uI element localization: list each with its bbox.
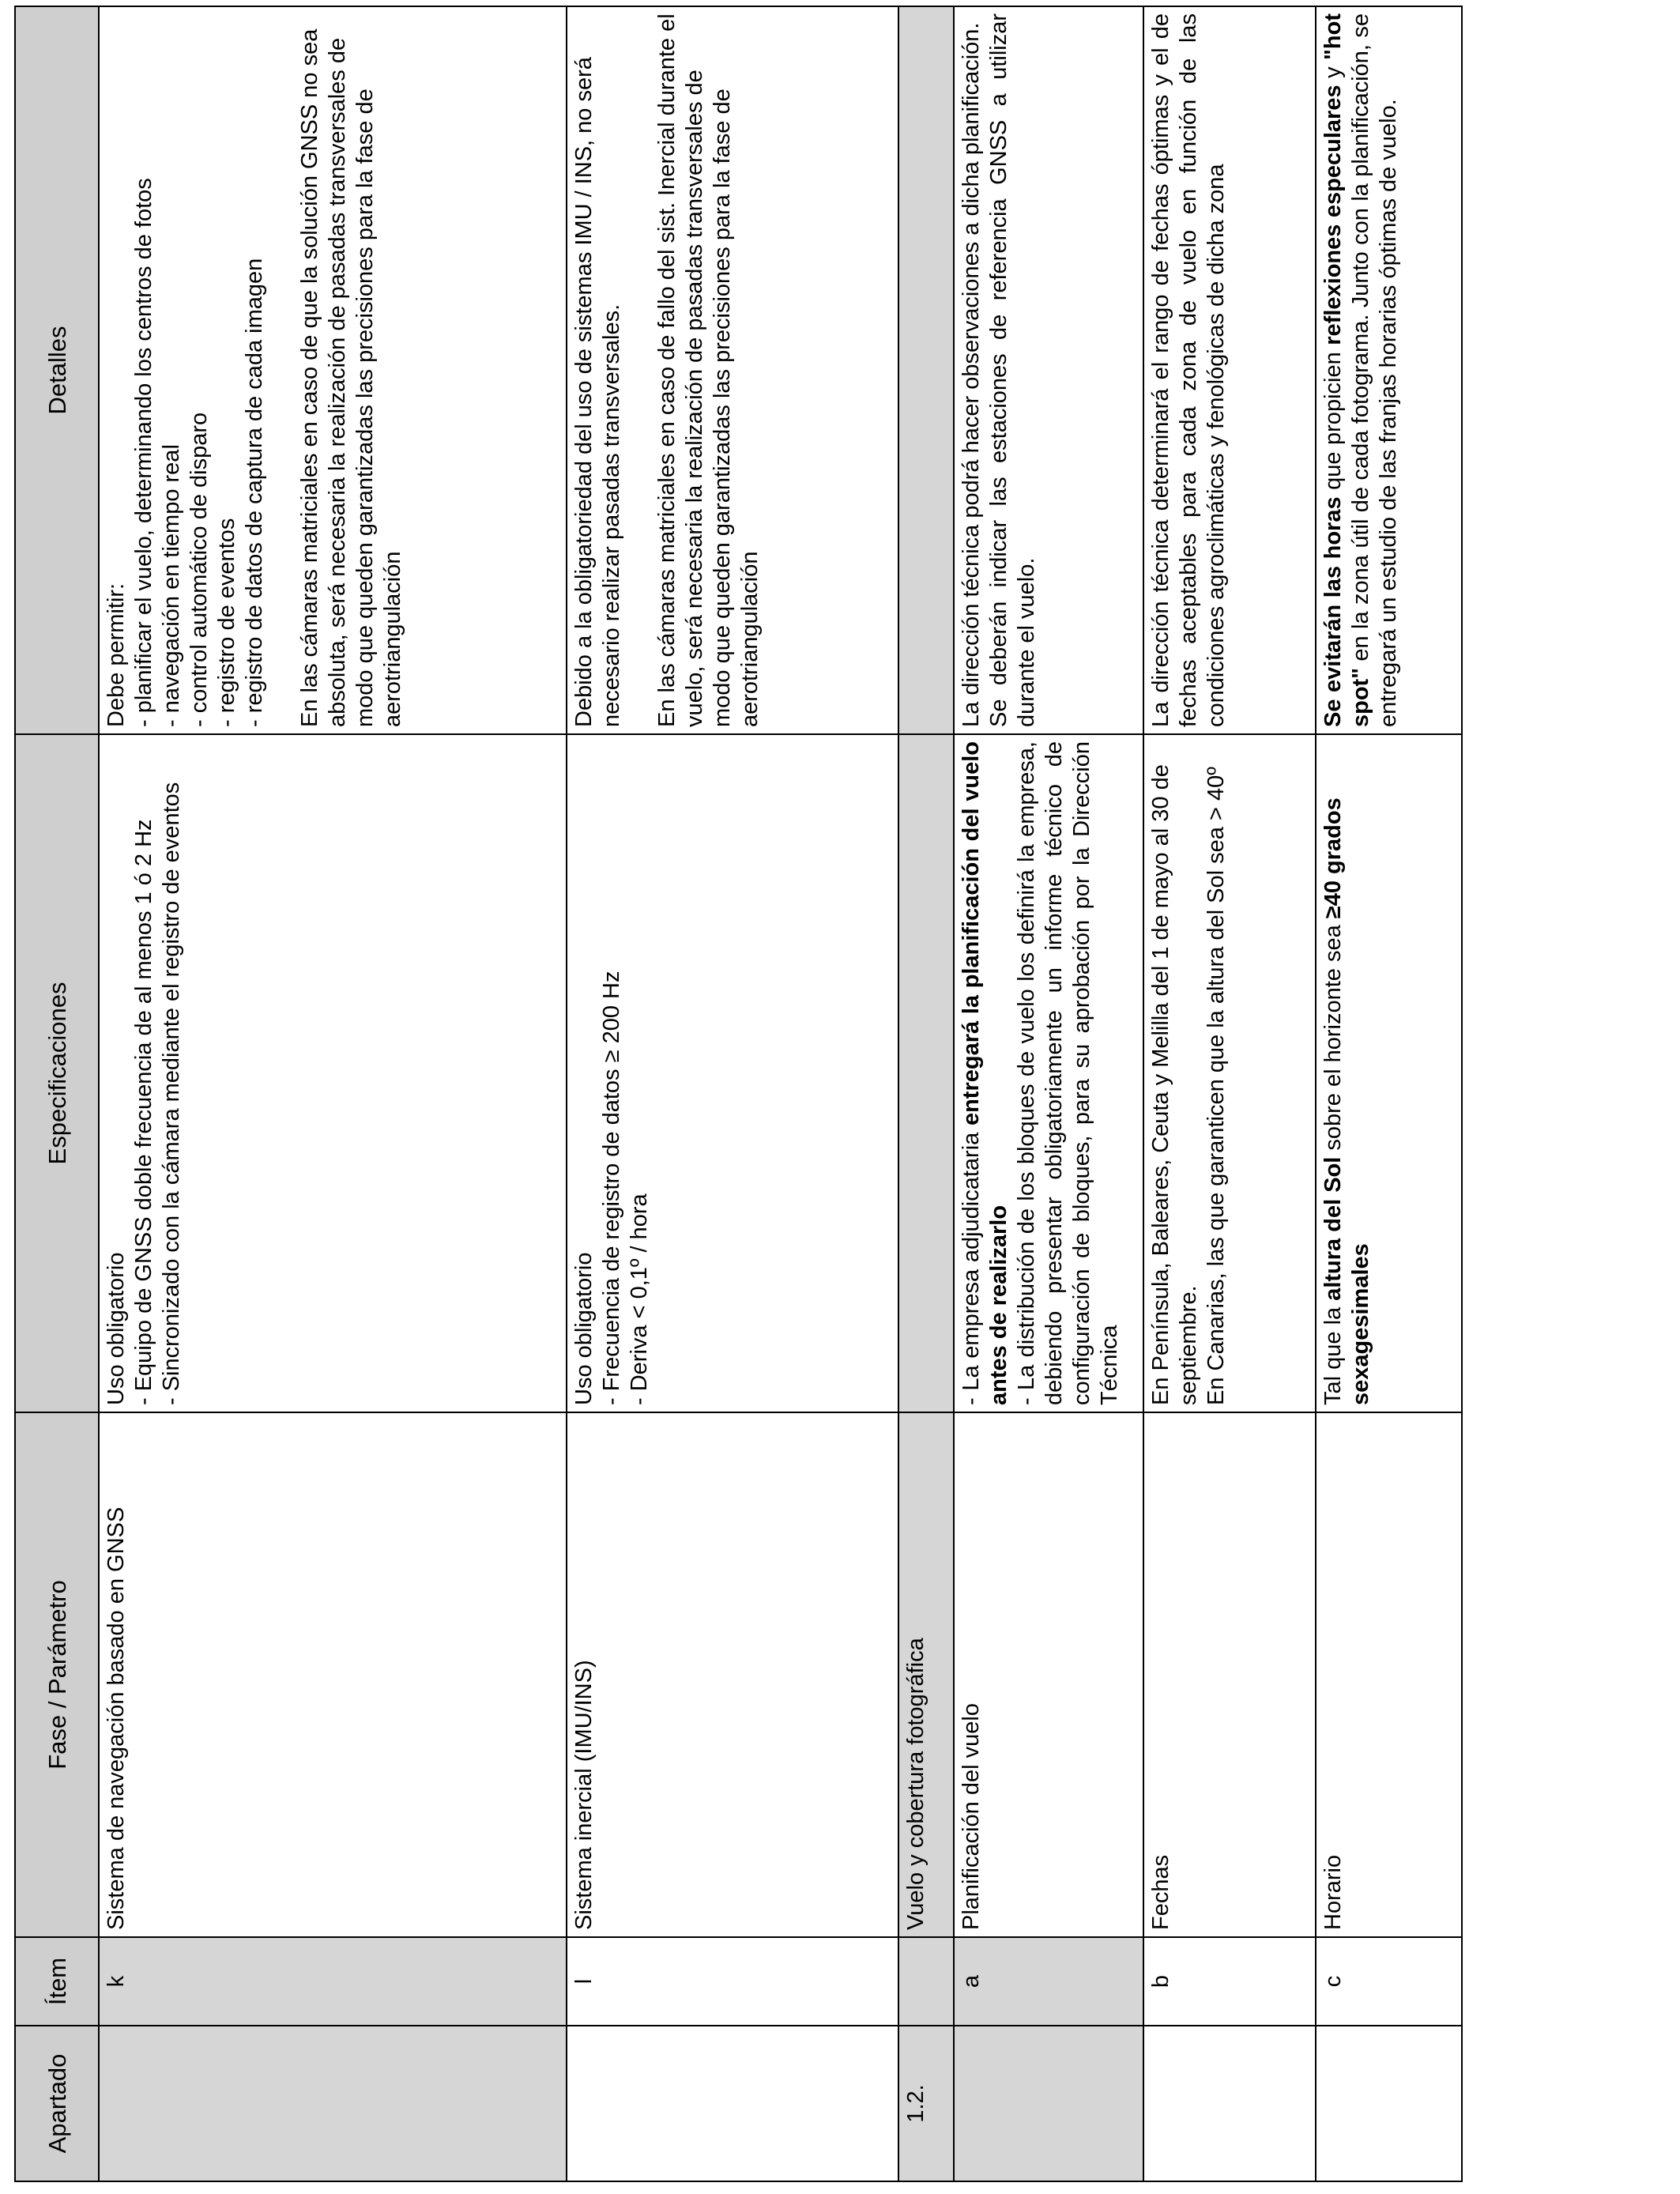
table-row-c	[1316, 6, 1462, 2181]
cell-apartado	[954, 2026, 1143, 2181]
spec-bold-text: entregará la planificación del vuelo antes de realizarlo	[959, 741, 1011, 1405]
spacer	[269, 13, 296, 727]
section-apartado: 1.2.	[898, 2026, 954, 2181]
specifications-table	[14, 6, 1463, 2182]
header-especificaciones: Especificaciones	[15, 734, 99, 1412]
detail-line	[1320, 13, 1403, 727]
cell-fase: Sistema inercial (IMU/INS)	[567, 1412, 898, 1937]
spec-line: - Sincronizado con la cámara mediante el registro de eventos	[159, 782, 184, 1405]
cell-item: b	[1143, 1937, 1316, 2026]
section-row	[898, 6, 954, 2181]
cell-especificaciones	[1143, 734, 1316, 1412]
detail-line: - registro de eventos	[214, 518, 239, 727]
spec-text: sobre el horizonte sea	[1320, 918, 1346, 1157]
detail-text: en la zona útil de cada fotograma. Junto con la planificación, se entregará un estudio de las franjas horarias óptimas de vuelo.	[1348, 13, 1401, 727]
detail-line: Debe permitir:	[104, 582, 129, 727]
cell-detalles	[954, 6, 1143, 734]
cell-fase: Planificación del vuelo	[954, 1412, 1143, 1937]
cell-item: c	[1316, 1937, 1462, 2026]
detail-bold-text: "hot spot"	[1320, 13, 1373, 727]
detail-text: que propicien	[1320, 345, 1346, 497]
spec-line: - Equipo de GNSS doble frecuencia de al menos 1 ó 2 Hz	[131, 819, 156, 1405]
detail-line: En las cámaras matriciales en caso de fallo del sist. Inercial durante el vuelo, será necesaria la realización de pasadas transversales de modo que queden garantizadas las precisiones para la fase de aerotriangulación	[654, 13, 763, 727]
header-fase: Fase / Parámetro	[15, 1412, 99, 1937]
detail-line: - registro de datos de captura de cada imagen	[242, 258, 267, 727]
spacer	[626, 13, 654, 727]
cell-item: a	[954, 1937, 1143, 2026]
cell-especificaciones	[567, 734, 898, 1412]
detail-text: y	[1320, 59, 1346, 85]
detail-line: - navegación en tiempo real	[159, 444, 184, 727]
header-row	[15, 6, 99, 2181]
cell-fase: Sistema de navegación basado en GNSS	[99, 1412, 567, 1937]
cell-detalles	[1316, 6, 1462, 734]
cell-detalles	[567, 6, 898, 734]
detail-line: - control automático de disparo	[186, 412, 212, 727]
table-row-b	[1143, 6, 1316, 2181]
cell-apartado	[99, 2026, 567, 2181]
spec-line: - La distribución de los bloques de vuelo los definirá la empresa, debiendo presentar obligatoriamente un informe técnico de configuración de bloques, para su aprobación por la Dirección Técnica	[1014, 741, 1122, 1405]
cell-especificaciones	[1316, 734, 1462, 1412]
spec-bold-text: altura del Sol	[1320, 1156, 1346, 1301]
detail-line: La dirección técnica determinará el rango de fechas óptimas y el de fechas aceptables para cada zona de vuelo en función de las condiciones agroclimáticas y fenológicas de dicha zona	[1148, 13, 1229, 727]
spec-line	[1320, 741, 1375, 1405]
spec-line	[958, 741, 1013, 1405]
cell-detalles	[99, 6, 567, 734]
section-spec	[898, 734, 954, 1412]
cell-fase: Fechas	[1143, 1412, 1316, 1937]
header-detalles: Detalles	[15, 6, 99, 734]
cell-apartado	[567, 2026, 898, 2181]
section-item	[898, 1937, 954, 2026]
cell-especificaciones	[954, 734, 1143, 1412]
section-title: Vuelo y cobertura fotográfica	[898, 1412, 954, 1937]
spec-line: En Canarias, las que garanticen que la altura del Sol sea > 40º	[1203, 767, 1229, 1405]
detail-line: Se deberán indicar las estaciones de referencia GNSS a utilizar durante el vuelo.	[986, 13, 1039, 727]
cell-item: l	[567, 1937, 898, 2026]
spec-text: Tal que la	[1320, 1300, 1346, 1405]
spec-line: Uso obligatorio	[104, 1252, 129, 1405]
cell-especificaciones	[99, 734, 567, 1412]
detail-line: - planificar el vuelo, determinando los centros de fotos	[131, 178, 156, 727]
header-item: Ítem	[15, 1937, 99, 2026]
spec-text: - La empresa adjudicataria	[959, 1125, 984, 1405]
spec-line: En Península, Baleares, Ceuta y Melilla del 1 de mayo al 30 de septiembre.	[1148, 764, 1201, 1405]
table-row-l	[567, 6, 898, 2181]
cell-item: k	[99, 1937, 567, 2026]
spec-line: Uso obligatorio	[571, 1252, 597, 1405]
detail-line: La dirección técnica podrá hacer observaciones a dicha planificación.	[959, 22, 984, 727]
spec-line: - Deriva < 0,1º / hora	[627, 1193, 652, 1405]
detail-bold-text: reflexiones especulares	[1320, 85, 1346, 345]
detail-line: Debido a la obligatoriedad del uso de sistemas IMU / INS, no será necesario realizar pasadas transversales.	[571, 57, 624, 727]
cell-detalles	[1143, 6, 1316, 734]
detail-bold-text: Se evitarán las horas	[1320, 496, 1346, 727]
cell-apartado	[1143, 2026, 1316, 2181]
table-row-k	[99, 6, 567, 2181]
cell-apartado	[1316, 2026, 1462, 2181]
section-detail	[898, 6, 954, 734]
cell-fase: Horario	[1316, 1412, 1462, 1937]
header-apartado: Apartado	[15, 2026, 99, 2181]
detail-line: En las cámaras matriciales en caso de que la solución GNSS no sea absoluta, será necesaria la realización de pasadas transversales de modo que queden garantizadas las precisiones para la fase de aerotriangulación	[297, 28, 405, 727]
table-row-a	[954, 6, 1143, 2181]
spec-line: - Frecuencia de registro de datos ≥ 200 Hz	[599, 971, 624, 1405]
spec-bold-text: ≥40 grados sexagesimales	[1320, 797, 1373, 1405]
